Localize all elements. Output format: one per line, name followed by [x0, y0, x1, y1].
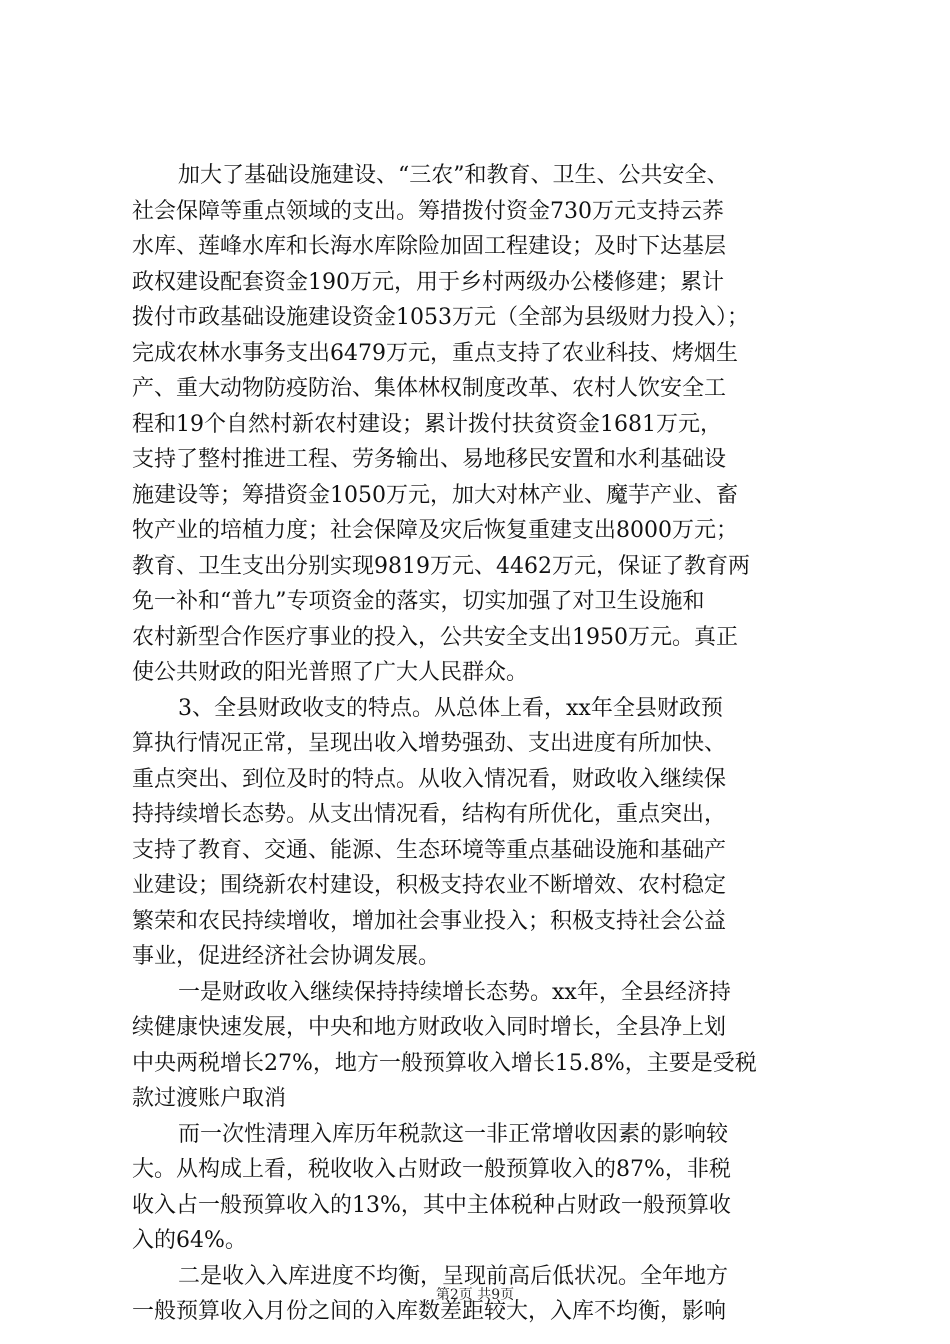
text-line: 入的64%。 — [132, 1228, 247, 1253]
text-line: 重点突出、到位及时的特点。从收入情况看，财政收入继续保 — [132, 766, 727, 792]
text-line: 繁荣和农民持续增收，增加社会事业投入；积极支持社会公益 — [132, 908, 727, 934]
text-line: 政权建设配套资金190万元，用于乡村两级办公楼修建；累计 — [132, 269, 724, 295]
text-line: 农村新型合作医疗事业的投入，公共安全支出1950万元。真正 — [132, 624, 738, 650]
text-line: 施建设等；筹措资金1050万元，加大对林产业、魔芋产业、畜 — [132, 482, 738, 508]
text-line: 使公共财政的阳光普照了广大人民群众。 — [132, 660, 529, 685]
text-line: 续健康快速发展，中央和地方财政收入同时增长，全县净上划 — [132, 1015, 727, 1040]
text-line: 款过渡账户取消 — [132, 1086, 287, 1111]
text-line: 收入占一般预算收入的13%，其中主体税种占财政一般预算收 — [132, 1192, 731, 1218]
text-line: 而一次性清理入库历年税款这一非正常增收因素的影响较 — [178, 1121, 729, 1147]
text-line: 中央两税增长27%，地方一般预算收入增长15.8%，主要是受税 — [132, 1050, 757, 1076]
text-line: 一般预算收入月份之间的入库数差距较大，入库不均衡，影响 — [132, 1299, 727, 1324]
document-body — [132, 158, 832, 1330]
page-footer: 第2页 共9页 — [435, 1287, 515, 1303]
text-line: 持持续增长态势。从支出情况看，结构有所优化，重点突出， — [132, 802, 727, 827]
text-line: 水库、莲峰水库和长海水库除险加固工程建设；及时下达基层 — [132, 234, 727, 259]
text-line: 支持了整村推进工程、劳务输出、易地移民安置和水利基础设 — [132, 447, 727, 472]
text-line: 一是财政收入继续保持持续增长态势。xx年，全县经济持 — [178, 979, 731, 1005]
text-line: 业建设；围绕新农村建设，积极支持农业不断增效、农村稳定 — [132, 873, 727, 898]
text-line: 程和19个自然村新农村建设；累计拨付扶贫资金1681万元， — [132, 411, 722, 437]
text-line: 加大了基础设施建设、“三农”和教育、卫生、公共安全、 — [178, 163, 729, 188]
text-line: 教育、卫生支出分别实现9819万元、4462万元，保证了教育两 — [132, 553, 750, 579]
text-line: 3、全县财政收支的特点。从总体上看，xx年全县财政预 — [178, 695, 723, 721]
text-line: 牧产业的培植力度；社会保障及灾后恢复重建支出8000万元； — [132, 518, 738, 543]
text-line: 社会保障等重点领域的支出。筹措拨付资金730万元支持云荞 — [132, 198, 724, 224]
text-line: 事业，促进经济社会协调发展。 — [132, 944, 441, 969]
text-line: 二是收入入库进度不均衡，呈现前高后低状况。全年地方 — [178, 1263, 729, 1289]
text-line: 支持了教育、交通、能源、生态环境等重点基础设施和基础产 — [132, 837, 727, 863]
text-line: 拨付市政基础设施建设资金1053万元（全部为县级财力投入）； — [132, 305, 749, 330]
text-line: 产、重大动物防疫防治、集体林权制度改革、农村人饮安全工 — [132, 376, 727, 401]
text-line: 完成农林水事务支出6479万元，重点支持了农业科技、烤烟生 — [132, 340, 738, 366]
text-line: 算执行情况正常，呈现出收入增势强劲、支出进度有所加快、 — [132, 731, 727, 756]
text-line: 大。从构成上看，税收收入占财政一般预算收入的87%，非税 — [132, 1157, 731, 1182]
text-line: 免一补和“普九”专项资金的落实，切实加强了对卫生设施和 — [132, 589, 705, 614]
